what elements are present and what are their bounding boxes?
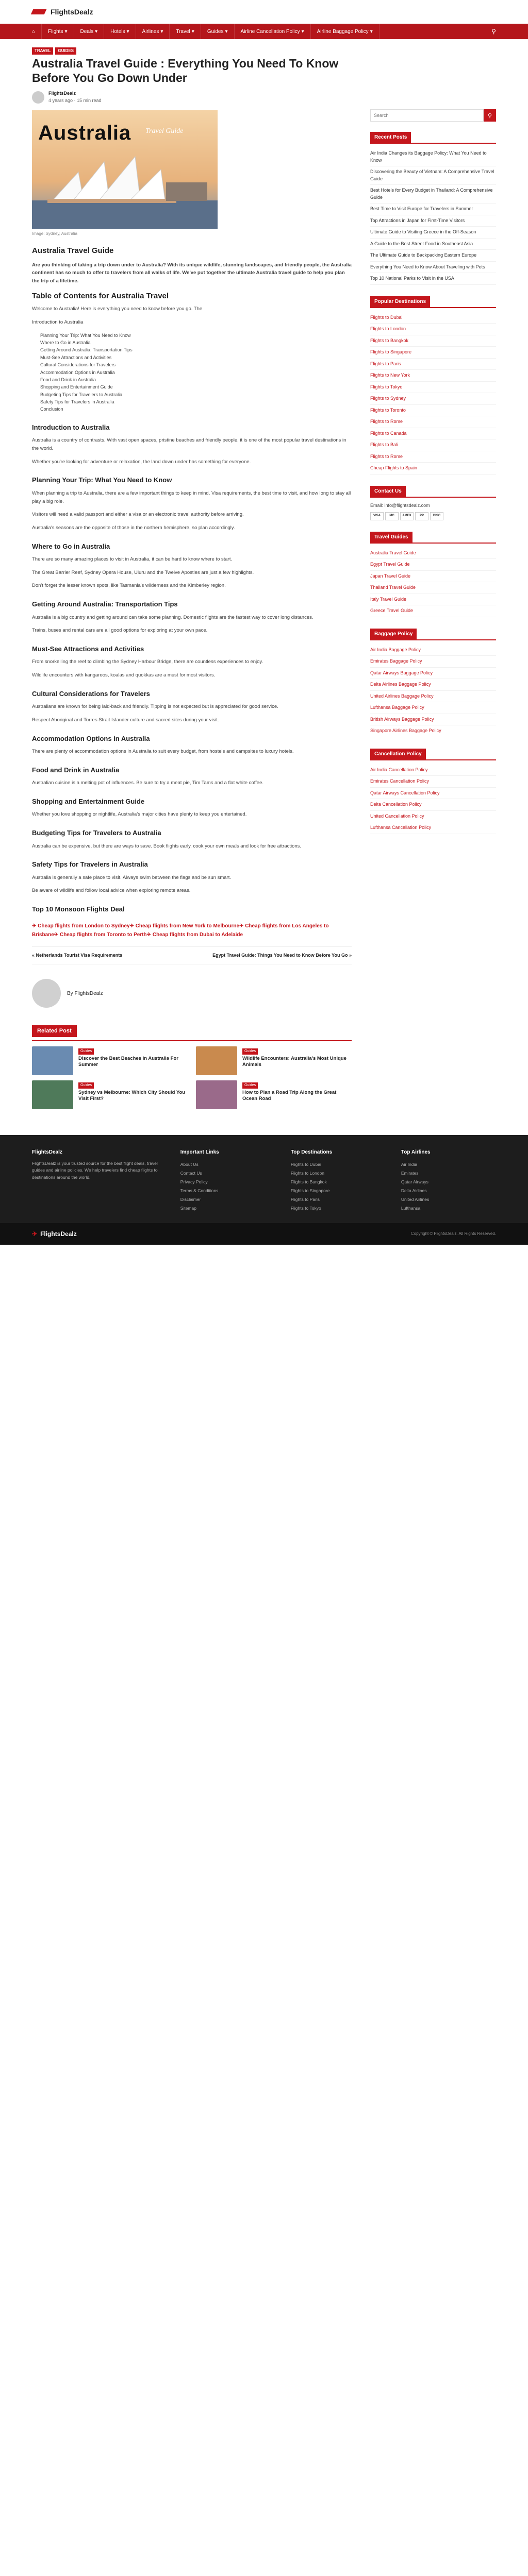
- related-category[interactable]: Guides: [242, 1082, 258, 1089]
- footer-link[interactable]: Delta Airlines: [401, 1188, 427, 1193]
- cancellation-policy-link[interactable]: Qatar Airways Cancellation Policy: [370, 788, 496, 800]
- top-header: [0, 0, 528, 24]
- baggage-policy-link[interactable]: Qatar Airways Baggage Policy: [370, 668, 496, 680]
- related-col: [32, 1046, 187, 1114]
- footer-plane-icon: ✈: [32, 1230, 38, 1238]
- related-post-title[interactable]: Sydney vs Melbourne: Which City Should You Visit First?: [78, 1090, 186, 1102]
- table-of-contents: [32, 291, 352, 413]
- footer-bottom: [0, 1223, 528, 1245]
- footer-link[interactable]: Flights to Bangkok: [290, 1179, 327, 1184]
- author-box-name[interactable]: By FlightsDealz: [67, 990, 103, 996]
- section-heading: Cultural Considerations for Travelers: [32, 689, 151, 698]
- footer-about-text: FlightsDealz is your trusted source for the best flight deals, travel guides and airline policies. We help travelers find cheap flights to destinations around the world.: [32, 1160, 158, 1180]
- related-post-title[interactable]: Discover the Best Beaches in Australia For Summer: [78, 1056, 178, 1068]
- recent-post-link[interactable]: Best Time to Visit Europe for Travelers in Summer: [370, 204, 496, 215]
- baggage-policy-link[interactable]: Emirates Baggage Policy: [370, 656, 496, 668]
- destination-link[interactable]: Flights to London: [370, 324, 496, 335]
- footer-link[interactable]: United Airlines: [401, 1196, 430, 1202]
- footer-link[interactable]: Lufthansa: [401, 1205, 421, 1211]
- destination-link[interactable]: Cheap Flights to Spain: [370, 463, 496, 474]
- hero-title: Australia: [38, 122, 131, 145]
- toc-item[interactable]: Safety Tips for Travelers in Australia: [40, 399, 114, 405]
- destination-link[interactable]: Flights to Canada: [370, 428, 496, 440]
- guide-link[interactable]: Italy Travel Guide: [370, 594, 496, 606]
- chevron-down-icon: ▾: [225, 28, 228, 35]
- footer-link[interactable]: Sitemap: [180, 1205, 196, 1211]
- destination-link[interactable]: Flights to Sydney: [370, 393, 496, 405]
- site-logo[interactable]: [32, 7, 93, 18]
- section-paragraph: Respect Aboriginal and Torres Strait Islander culture and sacred sites during your visit.: [32, 717, 219, 723]
- footer-link[interactable]: Flights to Tokyo: [290, 1205, 321, 1211]
- related-post-title[interactable]: How to Plan a Road Trip Along the Great Ocean Road: [242, 1090, 337, 1102]
- footer-link[interactable]: Flights to Dubai: [290, 1161, 321, 1167]
- recent-post-link[interactable]: Air India Changes its Baggage Policy: What You Need to Know: [370, 148, 496, 166]
- post-meta: [32, 90, 352, 104]
- footer-link[interactable]: Qatar Airways: [401, 1179, 428, 1184]
- footer-link[interactable]: Disclaimer: [180, 1196, 201, 1202]
- related-post-title[interactable]: Wildlife Encounters: Australia's Most Unique Animals: [242, 1056, 346, 1068]
- toc-item[interactable]: Planning Your Trip: What You Need to Know: [40, 332, 131, 338]
- toc-item[interactable]: Conclusion: [40, 406, 63, 412]
- footer-col-title: Top Destinations: [290, 1149, 333, 1155]
- widget-divider: [370, 497, 496, 498]
- chevron-down-icon: ▾: [126, 28, 129, 35]
- guide-link[interactable]: Japan Travel Guide: [370, 571, 496, 583]
- nav-item-deals[interactable]: Deals ▾: [74, 24, 105, 39]
- prev-post-link[interactable]: « Netherlands Tourist Visa Requirements: [32, 952, 123, 958]
- toc-item[interactable]: Food and Drink in Australia: [40, 377, 96, 382]
- section-heading: Shopping and Entertainment Guide: [32, 797, 145, 805]
- author-name[interactable]: FlightsDealz: [48, 91, 76, 96]
- widget-title: Baggage Policy: [370, 629, 417, 639]
- destination-link[interactable]: Flights to Toronto: [370, 405, 496, 417]
- nav-item-flights[interactable]: Flights ▾: [42, 24, 74, 39]
- section-heading: Food and Drink in Australia: [32, 766, 120, 774]
- chevron-down-icon: ▾: [191, 28, 194, 35]
- footer-link[interactable]: Flights to Singapore: [290, 1188, 330, 1193]
- nav-item-guides[interactable]: Guides ▾: [201, 24, 235, 39]
- baggage-policy-link[interactable]: Lufthansa Baggage Policy: [370, 702, 496, 714]
- nav-item-travel[interactable]: Travel ▾: [170, 24, 201, 39]
- nav-item-airlines[interactable]: Airlines ▾: [136, 24, 170, 39]
- related-item[interactable]: [196, 1080, 351, 1109]
- nav-item-cancellation[interactable]: Airline Cancellation Policy ▾: [235, 24, 311, 39]
- recent-post-link[interactable]: Top Attractions in Japan for First-Time Visitors: [370, 215, 496, 227]
- related-grid: [32, 1046, 352, 1114]
- section-heading: Accommodation Options in Australia: [32, 734, 150, 742]
- recent-posts-widget: [370, 132, 496, 285]
- popular-destinations-widget: [370, 296, 496, 474]
- deals-list: [32, 922, 352, 939]
- section-paragraph: There are so many amazing places to visit in Australia, it can be hard to know where to start.: [32, 556, 233, 563]
- section-paragraph: The Great Barrier Reef, Sydney Opera House, Uluru and the Twelve Apostles are just a few highlights.: [32, 569, 254, 575]
- deal-link[interactable]: ✈ Cheap flights from London to Sydney: [32, 923, 130, 929]
- contact-widget: [370, 486, 496, 520]
- cancellation-policy-link[interactable]: Delta Cancellation Policy: [370, 799, 496, 811]
- footer-col-title: Top Airlines: [401, 1149, 431, 1155]
- footer-link[interactable]: Emirates: [401, 1170, 419, 1176]
- author-box: [32, 972, 352, 1015]
- footer-link[interactable]: Flights to London: [290, 1170, 325, 1176]
- widget-divider: [370, 639, 496, 640]
- destination-link[interactable]: Flights to Paris: [370, 359, 496, 370]
- payment-card-icon: VISA: [370, 512, 384, 520]
- section-heading: Safety Tips for Travelers in Australia: [32, 860, 148, 869]
- article: [32, 47, 352, 1120]
- footer-link[interactable]: Air India: [401, 1161, 418, 1167]
- widget-title: Travel Guides: [370, 532, 412, 543]
- recent-post-link[interactable]: Best Hotels for Every Budget in Thailand: A Comprehensive Guide: [370, 185, 496, 204]
- section-heading: Budgeting Tips for Travelers to Australia: [32, 829, 161, 837]
- baggage-policy-link[interactable]: British Airways Baggage Policy: [370, 714, 496, 726]
- recent-post-link[interactable]: Discovering the Beauty of Vietnam: A Comprehensive Travel Guide: [370, 166, 496, 185]
- section-paragraph: Australia is generally a safe place to visit. Always swim between the flags and be sun smart.: [32, 874, 231, 880]
- related-category[interactable]: Guides: [242, 1048, 258, 1055]
- related-info: [242, 1080, 351, 1109]
- section-paragraph: Wildlife encounters with kangaroos, koalas and quokkas are a must for most visitors.: [32, 672, 216, 679]
- recent-post-link[interactable]: The Ultimate Guide to Backpacking Eastern Europe: [370, 250, 496, 262]
- cancellation-policy-widget: [370, 749, 496, 834]
- widget-divider: [370, 759, 496, 760]
- related-info: [78, 1080, 187, 1109]
- section-heading: Introduction to Australia: [32, 423, 110, 431]
- baggage-policy-link[interactable]: Singapore Airlines Baggage Policy: [370, 725, 496, 737]
- main-nav: [0, 24, 528, 39]
- toc-item[interactable]: Shopping and Entertainment Guide: [40, 384, 113, 390]
- cancellation-policy-link[interactable]: Lufthansa Cancellation Policy: [370, 822, 496, 834]
- toc-intro: Welcome to Australia! Here is everything you need to know before you go. The: [32, 306, 203, 312]
- widget-title: Recent Posts: [370, 132, 411, 143]
- footer: [0, 1135, 528, 1223]
- intro-paragraph: Are you thinking of taking a trip down under to Australia? With its unique wildlife, stunning landscapes, and friendly people, the Australia continent has so much to offer to travelers from all walks of life. We've put together the ultimate Australia travel guide to help you plan the trip of a lifetime.: [32, 262, 352, 284]
- footer-link[interactable]: About Us: [180, 1161, 199, 1167]
- section-paragraph: Australia can be expensive, but there are ways to save. Book flights early, cook your own meals and look for free attractions.: [32, 843, 302, 849]
- hero-subtitle: Travel Guide: [145, 127, 184, 135]
- destination-link[interactable]: Flights to Rome: [370, 416, 496, 428]
- cancellation-policy-link[interactable]: United Cancellation Policy: [370, 811, 496, 823]
- nav-item-baggage[interactable]: Airline Baggage Policy ▾: [311, 24, 380, 39]
- footer-link[interactable]: Flights to Paris: [290, 1196, 320, 1202]
- travel-guides-widget: [370, 532, 496, 617]
- guide-link[interactable]: Australia Travel Guide: [370, 548, 496, 560]
- payment-card-icon: DISC: [430, 512, 443, 520]
- author-box-avatar[interactable]: [32, 979, 61, 1008]
- toc-title: Table of Contents for Australia Travel: [32, 291, 169, 300]
- deal-link[interactable]: ✈ Cheap flights from Los Angeles to Brisbane: [32, 923, 329, 938]
- widget-title: Popular Destinations: [370, 296, 430, 307]
- section-paragraph: Australia is a country of contrasts. With vast open spaces, pristine beaches and friendly people, it is one of the most popular travel destinations in the world.: [32, 437, 346, 452]
- section-paragraph: Don't forget the lesser known spots, like Tasmania's wilderness and the Kimberley region.: [32, 583, 226, 589]
- related-thumbnail[interactable]: [32, 1080, 73, 1109]
- hero-image: [32, 110, 218, 229]
- destination-link[interactable]: Flights to Dubai: [370, 312, 496, 324]
- category-badge[interactable]: TRAVEL: [32, 47, 53, 55]
- section-paragraph: Whether you're looking for adventure or relaxation, the land down under has something for everyone.: [32, 459, 251, 465]
- deal-link[interactable]: ✈ Cheap flights from Toronto to Perth: [54, 932, 147, 938]
- section-heading: Getting Around Australia: Transportation Tips: [32, 600, 178, 608]
- section-paragraph: From snorkelling the reef to climbing the Sydney Harbour Bridge, there are countless experiences to enjoy.: [32, 659, 263, 665]
- logo-plane-icon: [32, 7, 47, 16]
- post-date: 4 years ago · 15 min read: [48, 97, 102, 103]
- search-icon: ⚲: [487, 112, 492, 119]
- destination-link[interactable]: Flights to Tokyo: [370, 382, 496, 394]
- destination-link[interactable]: Flights to New York: [370, 370, 496, 382]
- chevron-down-icon: ▾: [370, 28, 373, 35]
- nav-home-icon[interactable]: ⌂: [32, 24, 42, 39]
- related-info: [78, 1046, 187, 1075]
- recent-post-link[interactable]: Ultimate Guide to Visiting Greece in the Off-Season: [370, 227, 496, 239]
- destination-link[interactable]: Flights to Singapore: [370, 347, 496, 359]
- toc-item[interactable]: Getting Around Australia: Transportation Tips: [40, 347, 133, 353]
- widget-divider: [370, 307, 496, 308]
- baggage-policy-widget: [370, 629, 496, 737]
- baggage-policy-link[interactable]: Delta Airlines Baggage Policy: [370, 679, 496, 691]
- chevron-down-icon: ▾: [95, 28, 98, 35]
- search-button[interactable]: [484, 109, 496, 122]
- related-item[interactable]: [196, 1046, 351, 1075]
- section-heading: Must-See Attractions and Activities: [32, 645, 144, 653]
- section-heading: Planning Your Trip: What You Need to Know: [32, 476, 172, 484]
- cancellation-policy-link[interactable]: Emirates Cancellation Policy: [370, 776, 496, 788]
- payment-methods: [370, 512, 496, 520]
- footer-link[interactable]: Privacy Policy: [180, 1179, 208, 1184]
- destination-link[interactable]: Flights to Bangkok: [370, 335, 496, 347]
- chevron-down-icon: ▾: [64, 28, 68, 35]
- section-paragraph: Be aware of wildlife and follow local advice when exploring remote areas.: [32, 888, 191, 894]
- recent-post-link[interactable]: A Guide to the Best Street Food in Southeast Asia: [370, 239, 496, 250]
- site-name: FlightsDealz: [51, 7, 93, 16]
- footer-link[interactable]: Terms & Conditions: [180, 1188, 219, 1193]
- widget-divider: [370, 143, 496, 144]
- payment-card-icon: MC: [385, 512, 399, 520]
- widget-title: Contact Us: [370, 486, 406, 497]
- toc-item[interactable]: Cultural Considerations for Travelers: [40, 362, 116, 368]
- section-paragraph: There are plenty of accommodation options in Australia to suit every budget, from hostels and campsites to luxury hotels.: [32, 749, 294, 755]
- guide-link[interactable]: Thailand Travel Guide: [370, 582, 496, 594]
- recent-post-link[interactable]: Everything You Need to Know About Traveling with Pets: [370, 262, 496, 274]
- related-thumbnail[interactable]: [196, 1046, 237, 1075]
- search-form: [370, 109, 496, 122]
- cancellation-policy-link[interactable]: Air India Cancellation Policy: [370, 765, 496, 776]
- toc-sub: Introduction to Australia: [32, 319, 84, 325]
- baggage-policy-link[interactable]: United Airlines Baggage Policy: [370, 691, 496, 703]
- deal-link[interactable]: ✈ Cheap flights from Dubai to Adelaide: [147, 932, 243, 938]
- post-navigation: [32, 946, 352, 965]
- related-item[interactable]: [32, 1046, 187, 1075]
- related-item[interactable]: [32, 1080, 187, 1109]
- related-category[interactable]: Guides: [78, 1048, 94, 1055]
- section-paragraph: Australians are known for being laid-back and friendly. Tipping is not expected but is appreciated for good service.: [32, 704, 278, 710]
- sidebar: [370, 47, 496, 1120]
- footer-logo[interactable]: ✈ FlightsDealz: [32, 1230, 77, 1238]
- footer-about-title: FlightsDealz: [32, 1149, 62, 1155]
- recent-post-link[interactable]: Top 10 National Parks to Visit in the USA: [370, 273, 496, 285]
- section-paragraph: Whether you love shopping or nightlife, Australia's major cities have plenty to keep you entertained.: [32, 811, 247, 818]
- category-badge[interactable]: GUIDES: [55, 47, 76, 55]
- section-paragraph: Australia's seasons are the opposite of those in the northern hemisphere, so plan accordingly.: [32, 524, 235, 531]
- image-caption: Image: Sydney, Australia: [32, 231, 77, 236]
- chevron-down-icon: ▾: [301, 28, 304, 35]
- payment-card-icon: PP: [415, 512, 428, 520]
- guide-link[interactable]: Egypt Travel Guide: [370, 559, 496, 571]
- section-paragraph: When planning a trip to Australia, there are a few important things to keep in mind. Visa requirements, the best time to visit, and how long to stay all play a big role.: [32, 490, 351, 504]
- destination-link[interactable]: Flights to Rome: [370, 451, 496, 463]
- footer-link[interactable]: Contact Us: [180, 1170, 202, 1176]
- search-input[interactable]: [370, 109, 484, 122]
- copyright: Copyright © FlightsDealz. All Rights Reserved.: [410, 1231, 496, 1236]
- contact-text: Email: info@flightsdealz.com: [370, 502, 430, 508]
- post-subtitle: Australia Travel Guide: [32, 246, 114, 256]
- toc-item[interactable]: Where to Go in Australia: [40, 340, 91, 345]
- nav-search-icon[interactable]: ⚲: [491, 28, 496, 35]
- destination-link[interactable]: Flights to Bali: [370, 439, 496, 451]
- toc-item[interactable]: Budgeting Tips for Travelers to Australia: [40, 392, 123, 397]
- widget-divider: [370, 543, 496, 544]
- deals-title: Top 10 Monsoon Flights Deal: [32, 905, 125, 913]
- widget-title: Cancellation Policy: [370, 749, 426, 759]
- deal-link[interactable]: ✈ Cheap flights from New York to Melbourne: [130, 923, 240, 929]
- baggage-policy-link[interactable]: Air India Baggage Policy: [370, 645, 496, 656]
- section-heading: Where to Go in Australia: [32, 542, 110, 550]
- guide-link[interactable]: Greece Travel Guide: [370, 605, 496, 617]
- related-category[interactable]: Guides: [78, 1082, 94, 1089]
- related-divider: [32, 1040, 352, 1041]
- related-thumbnail[interactable]: [196, 1080, 237, 1109]
- section-paragraph: Australia is a big country and getting around can take some planning. Domestic flights are the fastest way to cover long distances.: [32, 614, 314, 620]
- post-title: Australia Travel Guide : Everything You Need To Know Before You Go Down Under: [32, 57, 339, 84]
- related-title: Related Post: [32, 1025, 77, 1037]
- chevron-down-icon: ▾: [160, 28, 163, 35]
- section-paragraph: Trains, buses and rental cars are all good options for exploring at your own pace.: [32, 628, 208, 634]
- related-thumbnail[interactable]: [32, 1046, 73, 1075]
- section-paragraph: Visitors will need a valid passport and either a visa or an electronic travel authority before arriving.: [32, 512, 244, 518]
- nav-item-hotels[interactable]: Hotels ▾: [104, 24, 136, 39]
- section-paragraph: Australian cuisine is a melting pot of influences. Be sure to try a meat pie, Tim Tams and a flat white coffee.: [32, 780, 264, 786]
- toc-item[interactable]: Must-See Attractions and Activities: [40, 354, 112, 360]
- related-col: [196, 1046, 351, 1114]
- toc-item[interactable]: Accommodation Options in Australia: [40, 369, 115, 375]
- related-info: [242, 1046, 351, 1075]
- next-post-link[interactable]: Egypt Travel Guide: Things You Need to Know Before You Go »: [212, 952, 352, 958]
- payment-card-icon: AMEX: [400, 512, 414, 520]
- footer-col-title: Important Links: [180, 1149, 219, 1155]
- author-avatar[interactable]: [32, 91, 44, 104]
